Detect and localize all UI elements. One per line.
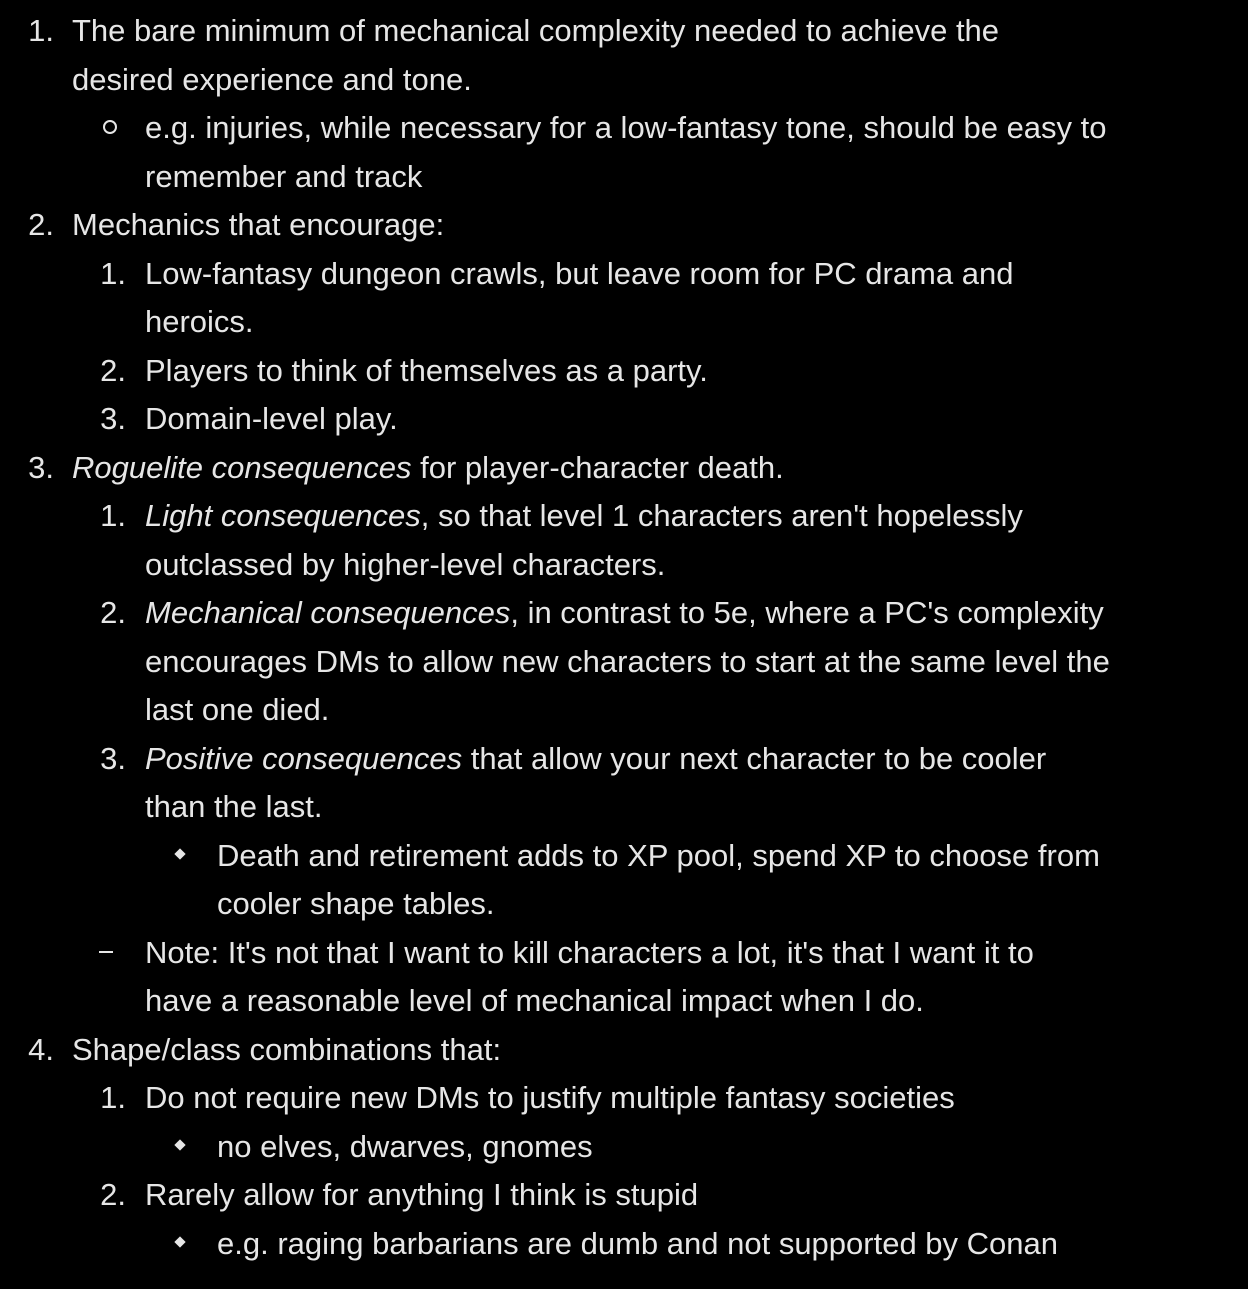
list-item-text (145, 735, 1248, 832)
text-line: have a reasonable level of mechanical impact when I do. (145, 983, 924, 1018)
text-line: last one died. (145, 692, 330, 727)
text-line: heroics. (145, 304, 254, 339)
text-line (145, 589, 1248, 638)
list-item-text: Players to think of themselves as a party. (145, 352, 708, 388)
text-run: for player-character death. (411, 449, 784, 485)
list-marker: 2. (100, 1177, 126, 1212)
diamond-bullet-icon (160, 1123, 200, 1172)
text-run: that allow your next character to be cooler (462, 740, 1047, 776)
list-marker: 3. (100, 740, 126, 776)
text-line: Low-fantasy dungeon crawls, but leave room for PC drama and (145, 255, 1014, 291)
list-item-text: Domain-level play. (145, 401, 398, 436)
list-item-3-sub-3-bullet-1 (0, 832, 1248, 929)
list-item-2-sub-3 (0, 395, 1248, 444)
list-item-text: no elves, dwarves, gnomes (217, 1128, 593, 1164)
list-item-2-sub-2 (0, 347, 1248, 396)
list-item-4-sub-2 (0, 1171, 1248, 1220)
text-line: outclassed by higher-level characters. (145, 546, 666, 582)
list-item-1 (0, 7, 1248, 104)
emphasis-text: Roguelite consequences (72, 449, 412, 485)
text-run: , in contrast to 5e, where a PC's complexity (510, 595, 1104, 630)
list-item-2-sub-1 (0, 250, 1248, 347)
list-item-text (145, 492, 1248, 589)
list-marker: 4. (28, 1031, 54, 1067)
list-item-text (72, 7, 1248, 104)
list-item-text (145, 104, 1248, 201)
list-marker: 3. (28, 449, 54, 485)
list-marker: 2. (100, 595, 126, 630)
list-item-text (145, 589, 1248, 735)
text-line: Death and retirement adds to XP pool, spend XP to choose from (217, 837, 1100, 873)
list-item-text: Mechanics that encourage: (72, 207, 445, 242)
list-item-4 (0, 1026, 1248, 1075)
list-marker: 2. (100, 352, 126, 388)
list-item-text: Rarely allow for anything I think is stupid (145, 1177, 699, 1212)
list-item-text: Do not require new DMs to justify multiple fantasy societies (145, 1080, 955, 1115)
list-item-3-sub-2 (0, 589, 1248, 735)
text-line: Note: It's not that I want to kill characters a lot, it's that I want it to (145, 934, 1034, 970)
list-item-3 (0, 444, 1248, 493)
list-item-4-sub-1 (0, 1074, 1248, 1123)
list-item-text (217, 832, 1248, 929)
diamond-bullet-icon (160, 832, 200, 881)
list-item-text: e.g. raging barbarians are dumb and not supported by Conan (217, 1225, 1059, 1261)
text-line: encourages DMs to allow new characters to start at the same level the (145, 643, 1110, 679)
list-item-3-sub-3 (0, 735, 1248, 832)
list-marker: 1. (28, 13, 54, 48)
list-marker: 1. (100, 498, 126, 533)
text-run: , so that level 1 characters aren't hopelessly (420, 498, 1023, 533)
list-marker: 1. (100, 1080, 126, 1115)
text-line: The bare minimum of mechanical complexity needed to achieve the (72, 13, 1000, 48)
list-item-text (145, 929, 1248, 1026)
list-item-text: Shape/class combinations that: (72, 1031, 502, 1067)
emphasis-text: Mechanical consequences (145, 595, 511, 630)
list-item-text (145, 250, 1248, 347)
text-line: desired experience and tone. (72, 61, 472, 97)
emphasis-text: Positive consequences (145, 740, 463, 776)
text-line: remember and track (145, 158, 423, 194)
list-item-4-sub-1-bullet-1 (0, 1123, 1248, 1172)
list-marker: 3. (100, 401, 126, 436)
list-marker: 2. (28, 207, 54, 242)
list-item-4-sub-2-bullet-1 (0, 1220, 1248, 1269)
diamond-bullet-icon (160, 1220, 200, 1269)
text-line (145, 492, 1248, 541)
text-line (145, 735, 1248, 784)
list-item-2 (0, 201, 1248, 250)
hollow-circle-bullet-icon (90, 104, 130, 153)
list-marker: 1. (100, 255, 126, 291)
emphasis-text: Light consequences (145, 498, 421, 533)
list-item-3-note (0, 929, 1248, 1026)
list-item-1-sub-1 (0, 104, 1248, 201)
text-line: e.g. injuries, while necessary for a low-fantasy tone, should be easy to (145, 110, 1107, 145)
list-item-text (72, 444, 1248, 493)
dash-bullet-icon (86, 929, 126, 978)
text-line: than the last. (145, 789, 323, 824)
document-outline (0, 7, 1248, 1268)
text-line: cooler shape tables. (217, 886, 495, 921)
list-item-3-sub-1 (0, 492, 1248, 589)
